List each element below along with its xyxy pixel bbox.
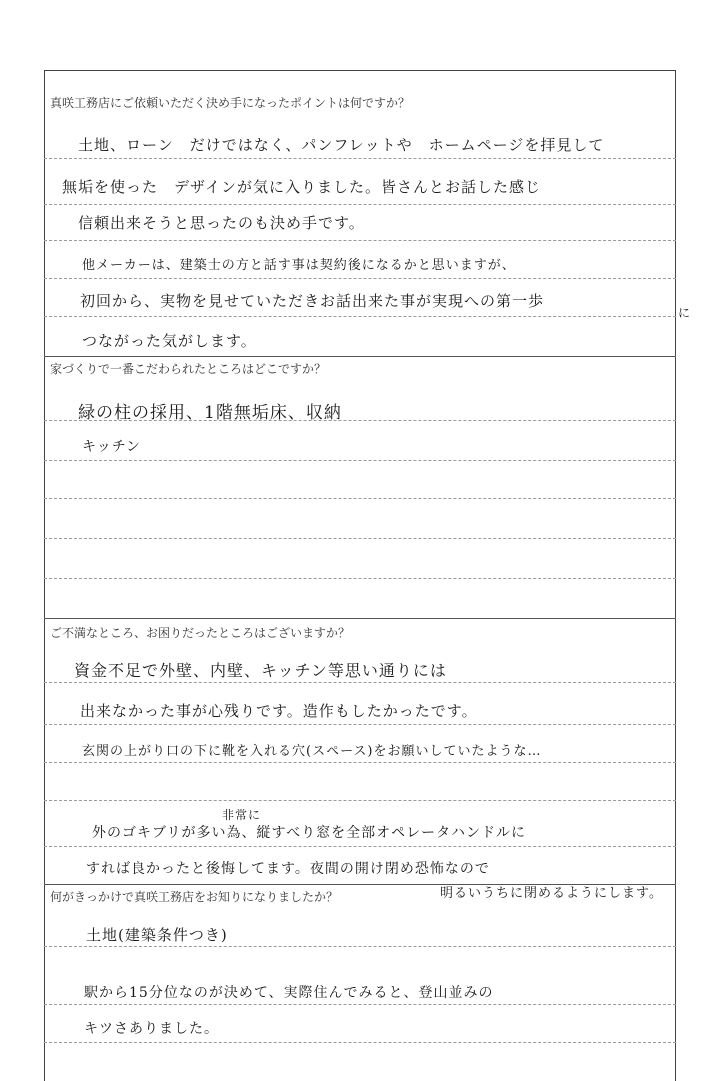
handwritten-insertion: 非常に [222, 808, 262, 822]
handwritten-answer-line: キッチン [82, 439, 142, 455]
ruled-line [44, 1042, 676, 1043]
question-label-complaints: ご不満なところ、お困りだったところはございますか？ [50, 626, 351, 640]
handwritten-answer-line: 駅から15分位なのが決めて、実際住んでみると、登山並みの [84, 985, 494, 1001]
ruled-line [44, 278, 676, 279]
ruled-line [44, 578, 676, 579]
handwritten-answer-line: 玄関の上がり口の下に靴を入れる穴(スペース)をお願いしていたような… [82, 744, 542, 759]
ruled-line [44, 682, 676, 683]
ruled-line [44, 460, 676, 461]
handwritten-answer-line: 外のゴキブリが多い為、縦すべり窓を全部オペレータハンドルに [92, 825, 527, 841]
ruled-line [44, 846, 676, 847]
handwritten-answer-line: 資金不足で外壁、内壁、キッチン等思い通りには [74, 661, 447, 680]
handwritten-answer-line: すれば良かったと後悔してます。夜間の開け閉め恐怖なので [86, 861, 490, 877]
ruled-line [44, 240, 676, 241]
ruled-line [44, 538, 676, 539]
handwritten-answer-line: 土地、ローン だけではなく、パンフレットや ホームページを拝見して [78, 136, 605, 154]
handwritten-answer-line: 信頼出来そうと思ったのも決め手です。 [78, 214, 365, 232]
handwritten-answer-line: 土地(建築条件つき) [86, 926, 228, 944]
handwritten-continuation: 明るいうちに閉めるようにします。 [440, 886, 663, 901]
ruled-line [44, 762, 676, 763]
ruled-line [44, 498, 676, 499]
section-divider [44, 356, 676, 357]
handwritten-answer-line: 初回から、実物を見せていただきお話出来た事が実現への第一歩 [80, 292, 545, 310]
section-divider [44, 618, 676, 619]
handwritten-answer-line: つながった気がします。 [82, 332, 257, 350]
ruled-line [44, 724, 676, 725]
ruled-line [44, 158, 676, 159]
ruled-line [44, 800, 676, 801]
handwritten-answer-line: 無垢を使った デザインが気に入りました。皆さんとお話した感じ [62, 178, 541, 196]
handwritten-answer-line: 緑の柱の採用、1階無垢床、収納 [78, 403, 342, 423]
ruled-line [44, 946, 676, 947]
handwritten-answer-line: 出来なかった事が心残りです。造作もしたかったです。 [80, 702, 478, 720]
question-label-discovery: 何がきっかけで真咲工務店をお知りになりましたか？ [50, 890, 339, 904]
ruled-line [44, 316, 676, 317]
question-label-deciding-point: 真咲工務店にご依頼いただく決め手になったポイントは何ですか？ [50, 96, 411, 110]
handwritten-answer-line: キツさありました。 [84, 1021, 219, 1037]
ruled-line [44, 1004, 676, 1005]
handwritten-answer-line: 他メーカーは、建築士の方と話す事は契約後になるかと思いますが、 [82, 258, 516, 273]
ruled-line [44, 204, 676, 205]
handwritten-overflow-char: に [678, 306, 692, 320]
question-label-focus-point: 家づくりで一番こだわられたところはどこですか？ [50, 362, 327, 376]
